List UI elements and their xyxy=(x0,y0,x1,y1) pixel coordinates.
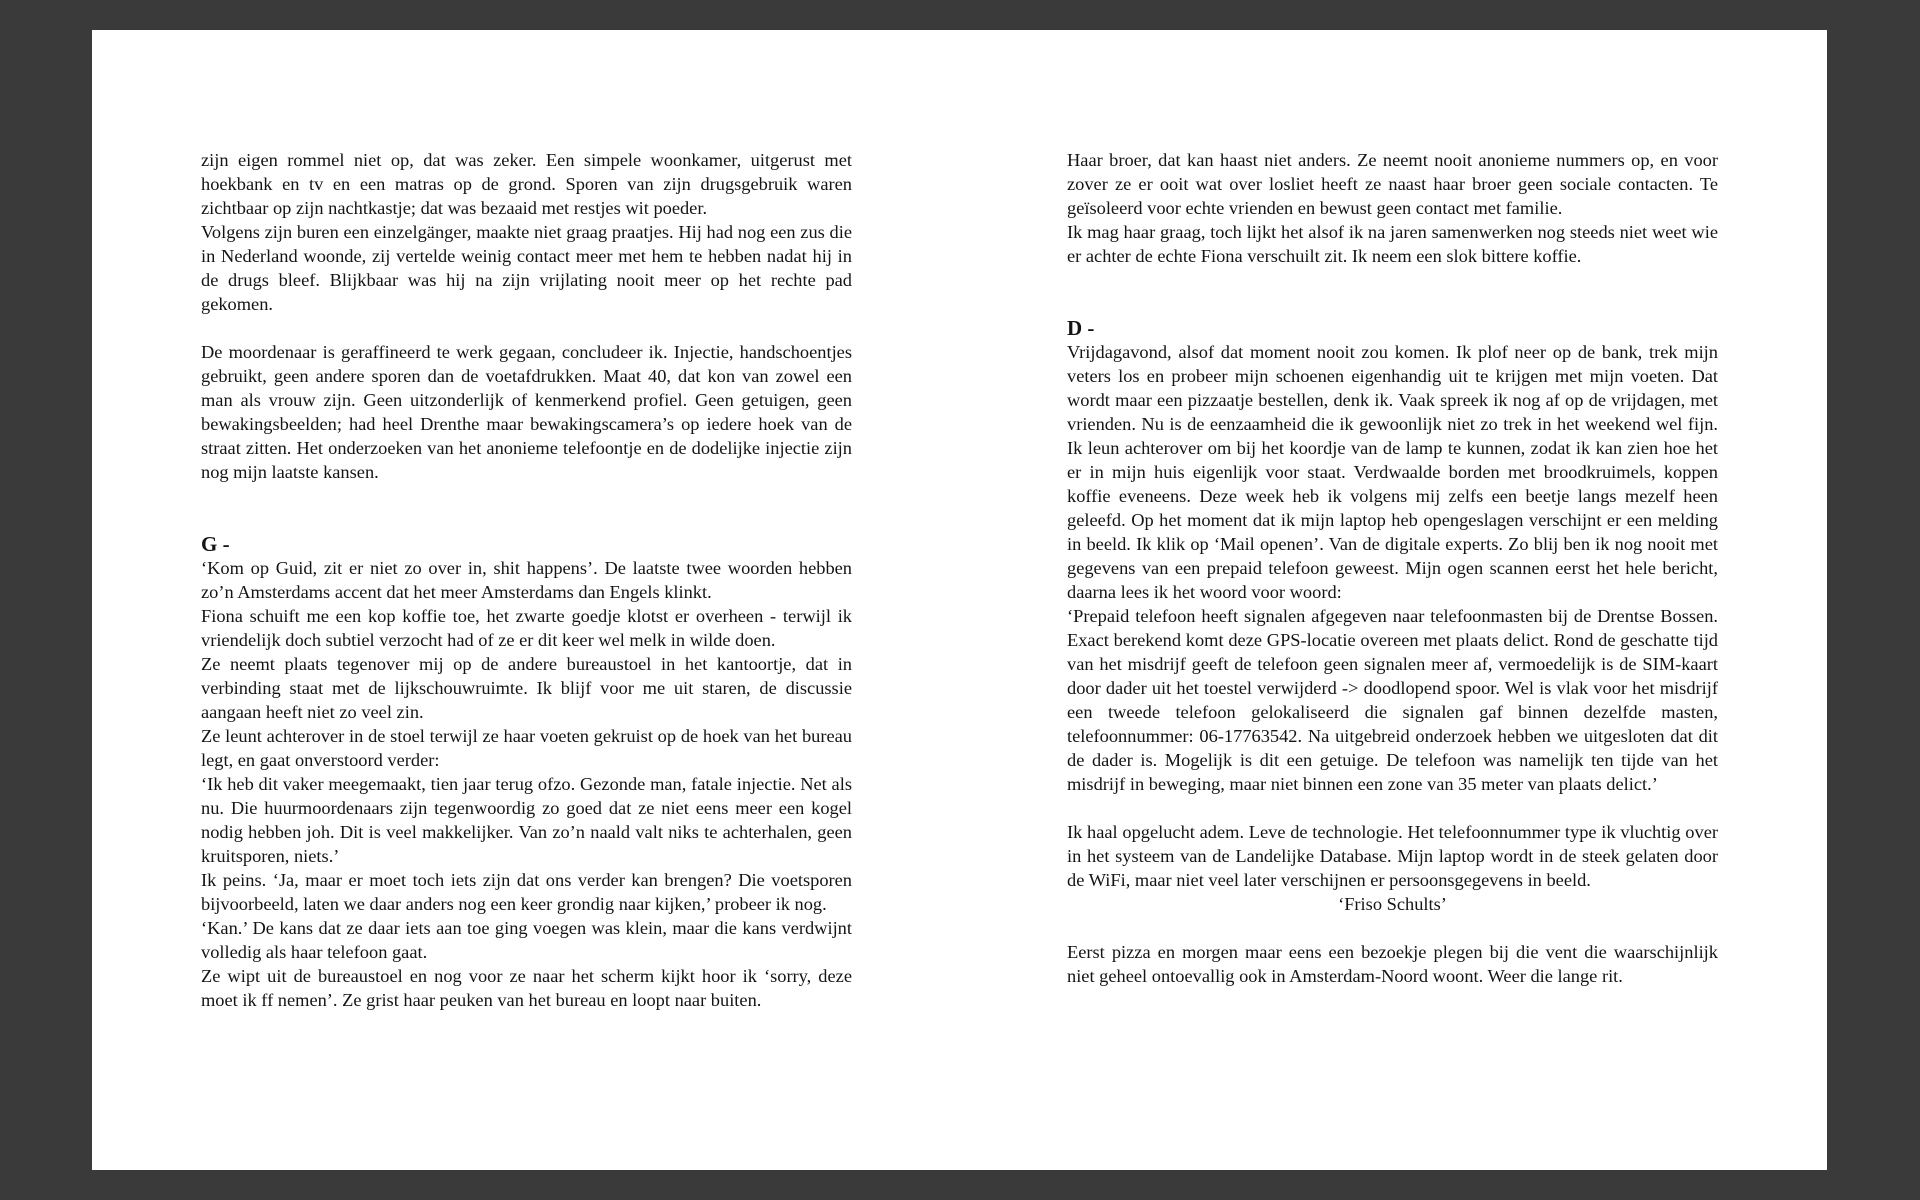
paragraph: Fiona schuift me een kop koffie toe, het zwarte goedje klotst er overheen - terwijl ik vriendelijk doch subtiel verzocht had of ze er dit keer wel melk in wilde doen. xyxy=(201,606,852,650)
paragraph: Ze wipt uit de bureaustoel en nog voor ze naar het scherm kijkt hoor ik ‘sorry, deze moet ik ff nemen’. Ze grist haar peuken van het bureau en loopt naar buiten. xyxy=(201,966,852,1010)
paragraph: Ik mag haar graag, toch lijkt het alsof ik na jaren samenwerken nog steeds niet weet wie er achter de echte Fiona verschuilt zit. Ik neem een slok bittere koffie. xyxy=(1067,222,1718,266)
section-heading: D - xyxy=(1067,316,1095,340)
page-spread xyxy=(92,30,1827,1170)
section-spacer xyxy=(201,484,852,532)
paragraph-spacer xyxy=(201,316,852,340)
section-heading: G - xyxy=(201,532,230,556)
section-spacer xyxy=(1067,268,1718,316)
paragraph: ‘Prepaid telefoon heeft signalen afgegeven naar telefoonmasten bij de Drentse Bossen. Exact berekend komt deze GPS-locatie overeen met plaats delict. Rond de geschatte tijd van het misdrijf geeft de telefoon geen signalen meer af, vermoedelijk is de SIM-kaart door dader uit het toestel verwijderd -> doodlopend spoor. Wel is vlak voor het misdrijf een tweede telefoon gelokaliseerd die signalen gaf binnen dezelfde masten, telefoonnummer: 06-17763542. Na uitgebreid onderzoek hebben we uitgesloten dat dit de dader is. Mogelijk is dit een getuige. De telefoon was namelijk ten tijde van het misdrijf in beweging, maar niet binnen een zone van 35 meter van plaats delict.’ xyxy=(1067,606,1718,794)
centered-name: ‘Friso Schults’ xyxy=(1338,894,1447,914)
paragraph-spacer xyxy=(1067,916,1718,940)
paragraph: ‘Kan.’ De kans dat ze daar iets aan toe ging voegen was klein, maar die kans verdwijnt volledig als haar telefoon gaat. xyxy=(201,918,852,962)
paragraph: Haar broer, dat kan haast niet anders. Ze neemt nooit anonieme nummers op, en voor zover ze er ooit wat over losliet heeft ze naast haar broer geen sociale contacten. Te geïsoleerd voor echte vrienden en bewust geen contact met familie. xyxy=(1067,150,1718,218)
paragraph: Eerst pizza en morgen maar eens een bezoekje plegen bij die vent die waarschijnlijk niet geheel ontoevallig ook in Amsterdam-Noord woont. Weer die lange rit. xyxy=(1067,942,1718,986)
paragraph: Ik peins. ‘Ja, maar er moet toch iets zijn dat ons verder kan brengen? Die voetsporen bijvoorbeeld, laten we daar anders nog een keer grondig naar kijken,’ probeer ik nog. xyxy=(201,870,852,914)
right-page xyxy=(1067,148,1718,988)
paragraph-spacer xyxy=(1067,796,1718,820)
paragraph: ‘Ik heb dit vaker meegemaakt, tien jaar terug ofzo. Gezonde man, fatale injectie. Net als nu. Die huurmoordenaars zijn tegenwoordig zo goed dat ze niet eens meer een kogel nodig hebben joh. Dit is veel makkelijker. Van zo’n naald valt niks te achterhalen, geen kruitsporen, niets.’ xyxy=(201,774,852,866)
paragraph: Ze neemt plaats tegenover mij op de andere bureaustoel in het kantoortje, dat in verbinding staat met de lijkschouwruimte. Ik blijf voor me uit staren, de discussie aangaan heeft niet zo veel zin. xyxy=(201,654,852,722)
paragraph: De moordenaar is geraffineerd te werk gegaan, concludeer ik. Injectie, handschoentjes gebruikt, geen andere sporen dan de voetafdrukken. Maat 40, dat kon van zowel een man als vrouw zijn. Geen uitzonderlijk of kenmerkend profiel. Geen getuigen, geen bewakingsbeelden; had heel Drenthe maar bewakingscamera’s op iedere hoek van de straat zitten. Het onderzoeken van het anonieme telefoontje en de dodelijke injectie zijn nog mijn laatste kansen. xyxy=(201,342,852,482)
paragraph: Volgens zijn buren een einzelgänger, maakte niet graag praatjes. Hij had nog een zus die in Nederland woonde, zij vertelde weinig contact meer met hem te hebben nadat hij in de drugs bleef. Blijkbaar was hij na zijn vrijlating nooit meer op het rechte pad gekomen. xyxy=(201,222,852,314)
paragraph: ‘Kom op Guid, zit er niet zo over in, shit happens’. De laatste twee woorden hebben zo’n Amsterdams accent dat het meer Amsterdams dan Engels klinkt. xyxy=(201,558,852,602)
paragraph: zijn eigen rommel niet op, dat was zeker. Een simpele woonkamer, uitgerust met hoekbank en tv en een matras op de grond. Sporen van zijn drugsgebruik waren zichtbaar op zijn nachtkastje; dat was bezaaid met restjes wit poeder. xyxy=(201,150,852,218)
left-page xyxy=(201,148,852,1012)
paragraph: Ze leunt achterover in de stoel terwijl ze haar voeten gekruist op de hoek van het bureau legt, en gaat onverstoord verder: xyxy=(201,726,852,770)
paragraph: Ik haal opgelucht adem. Leve de technologie. Het telefoonnummer type ik vluchtig over in het systeem van de Landelijke Database. Mijn laptop wordt in de steek gelaten door de WiFi, maar niet veel later verschijnen er persoonsgegevens in beeld. xyxy=(1067,822,1718,890)
paragraph: Vrijdagavond, alsof dat moment nooit zou komen. Ik plof neer op de bank, trek mijn veters los en probeer mijn schoenen eigenhandig uit te krijgen met mijn voeten. Dat wordt maar een pizzaatje bestellen, denk ik. Vaak spreek ik nog af op de vrijdagen, met vrienden. Nu is de eenzaamheid die ik gewoonlijk niet zo trek in het weekend wel fijn. Ik leun achterover om bij het koordje van de lamp te kunnen, zodat ik kan zien hoe het er in mijn huis eigenlijk voor staat. Verdwaalde borden met broodkruimels, koppen koffie eveneens. Deze week heb ik volgens mij zelfs een beetje langs mezelf heen geleefd. Op het moment dat ik mijn laptop heb opengeslagen verschijnt er een melding in beeld. Ik klik op ‘Mail openen’. Van de digitale experts. Zo blij ben ik nog nooit met gegevens van een prepaid telefoon geweest. Mijn ogen scannen eerst het hele bericht, daarna lees ik het woord voor woord: xyxy=(1067,342,1718,602)
